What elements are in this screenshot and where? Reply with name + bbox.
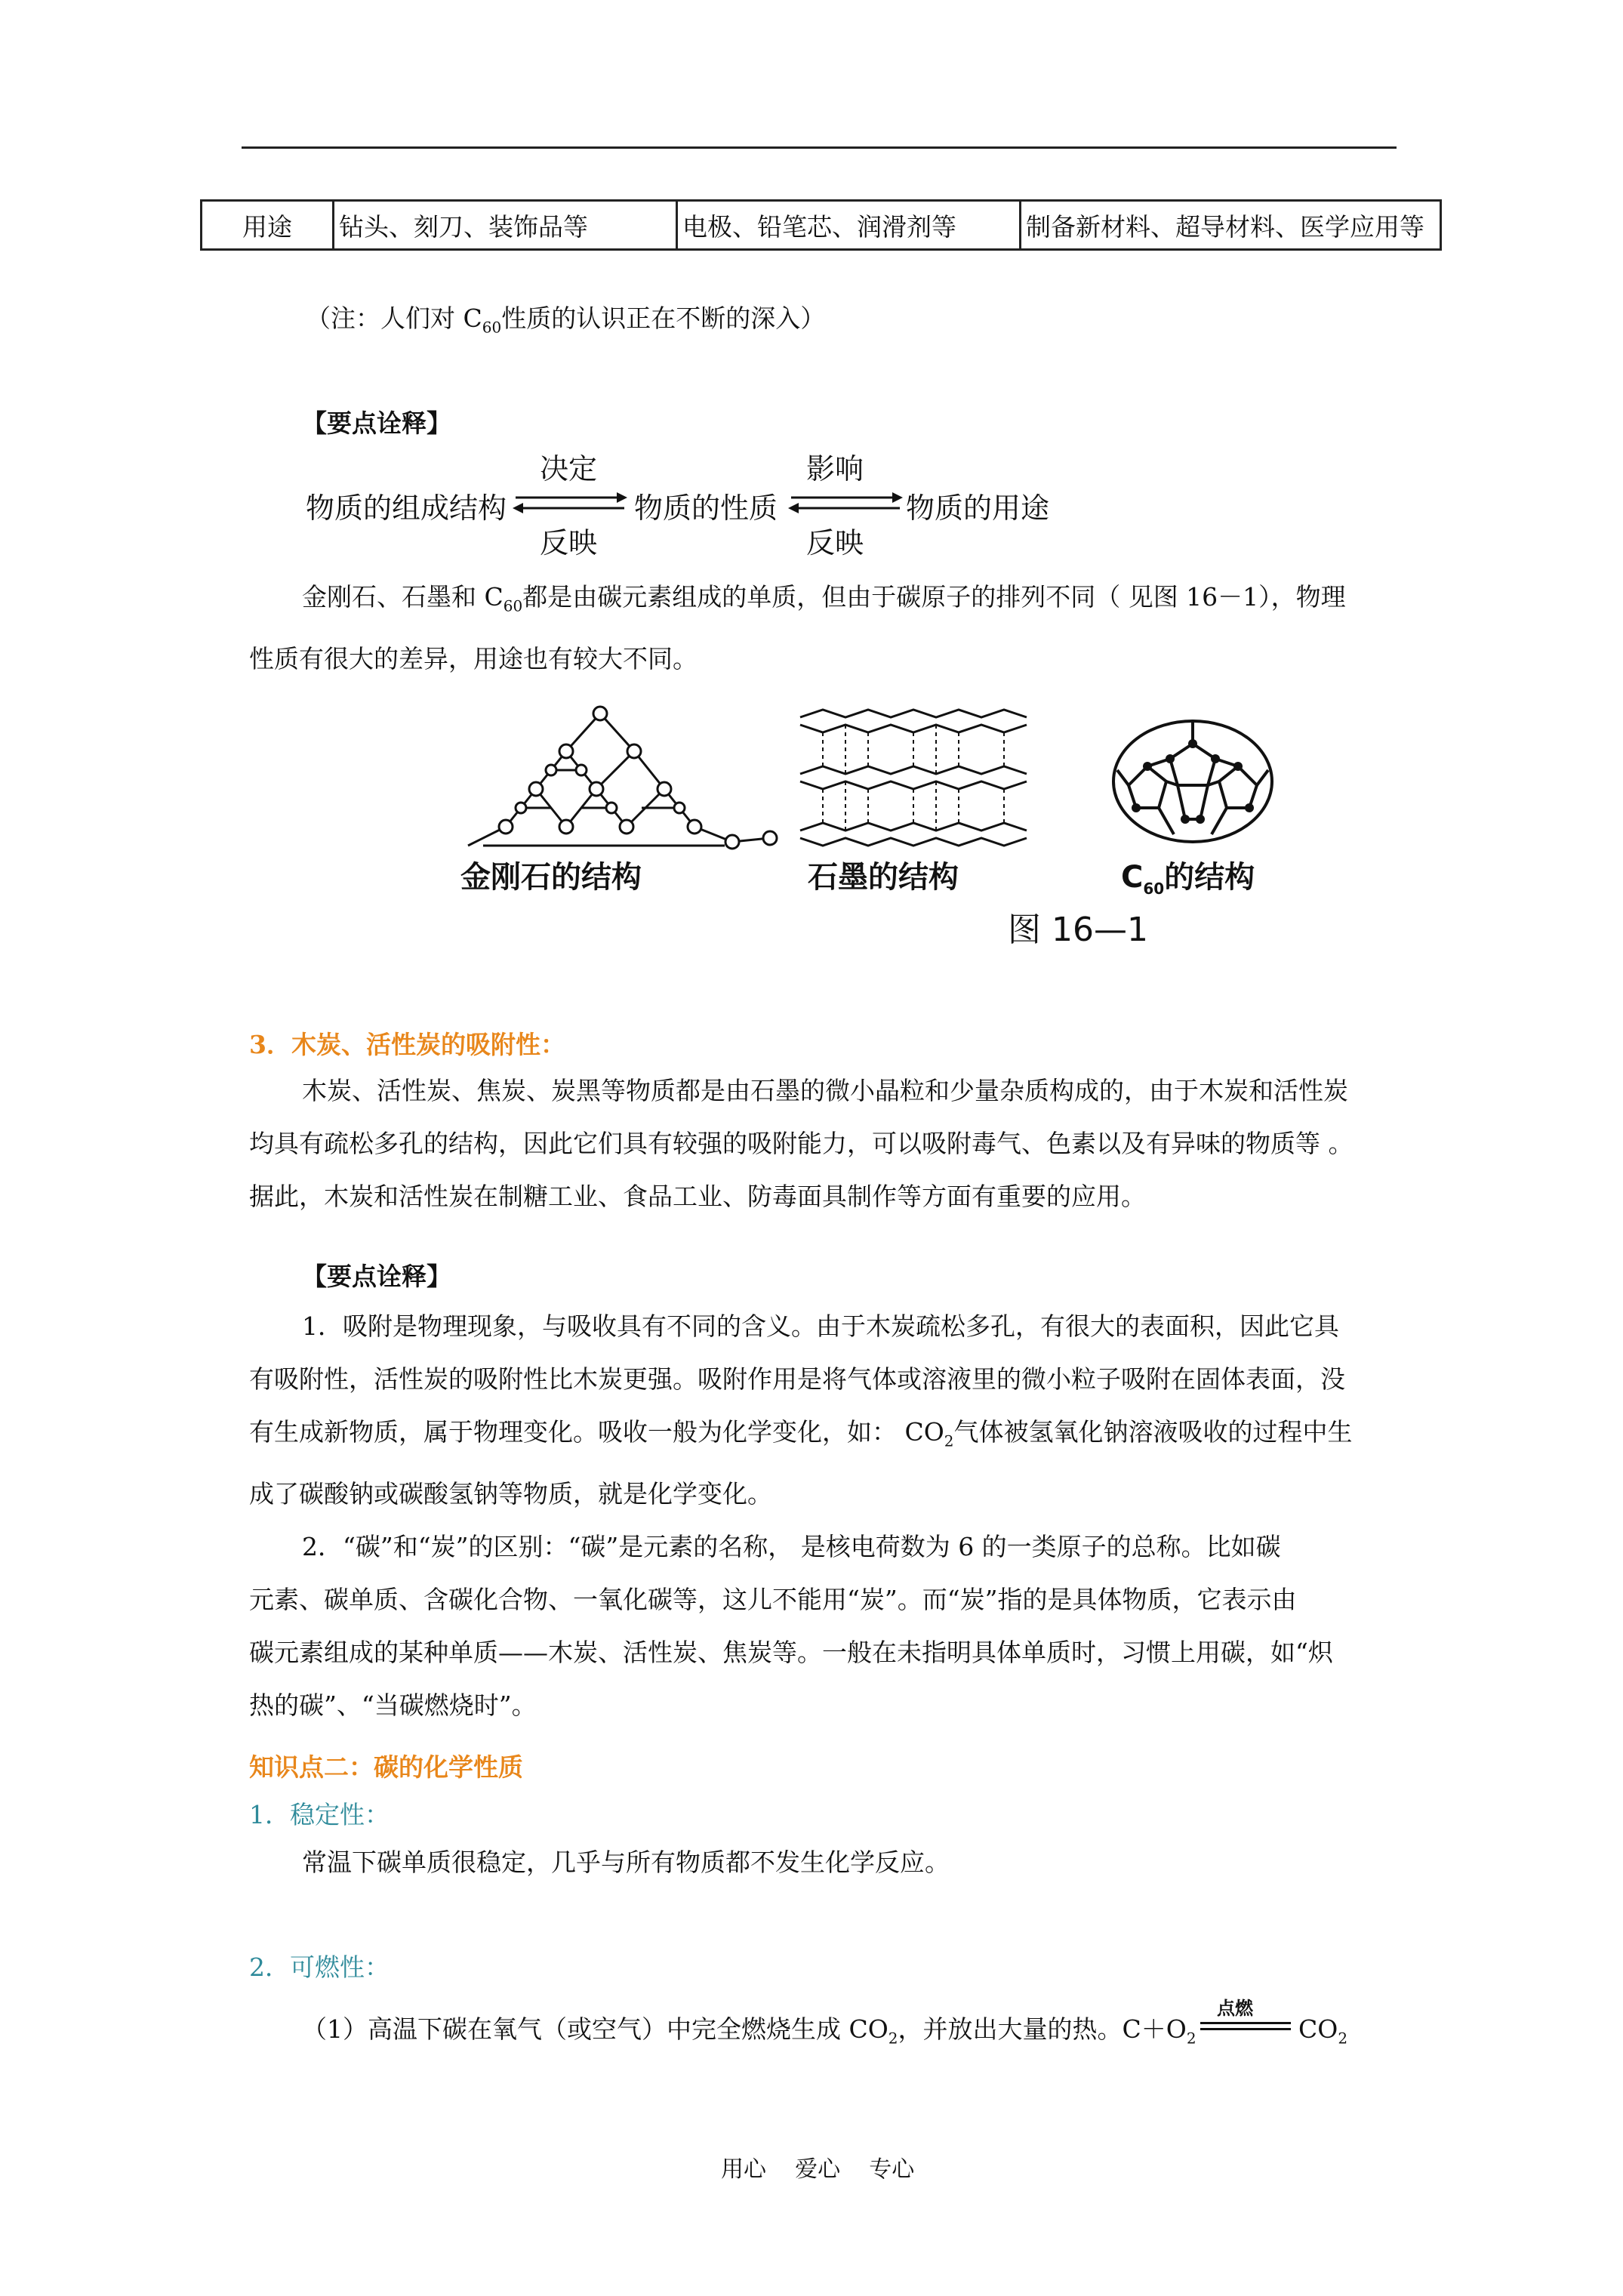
double-arrow-icon (785, 489, 906, 516)
knowledge2-title: 知识点二：碳的化学性质 (249, 1752, 523, 1782)
para-subscript: 2 (944, 1432, 954, 1450)
equals-line (1200, 2022, 1291, 2024)
para-text: 气体被氢氧化钠溶液吸收的过程中生 (953, 1417, 1353, 1447)
para-text: 木炭、活性炭、焦炭、炭黑等物质都是由石墨的微小晶粒和少量杂质构成的，由于木炭和活性炭 (302, 1076, 1348, 1105)
carbon-structure-figure (438, 691, 1344, 948)
keypoint-title: 【要点诠释】 (302, 1262, 451, 1291)
para-text: 均具有疏松多孔的结构，因此它们具有较强的吸附能力，可以吸附毒气、色素以及有异味的物质等 。 (249, 1129, 1354, 1158)
para-text: 1．吸附是物理现象，与吸收具有不同的含义。由于木炭疏松多孔，有很大的表面积，因此它具 (302, 1311, 1339, 1341)
page-footer: 用心 爱心 专心 (721, 2156, 915, 2183)
stability-text: 常温下碳单质很稳定，几乎与所有物质都不发生化学反应。 (302, 1848, 950, 1877)
caption-c60-text: C (1121, 860, 1144, 895)
caption-diamond: 金刚石的结构 (460, 860, 642, 895)
reaction-condition (1200, 1993, 1295, 2046)
section3-paragraph (249, 1065, 1354, 1223)
combustion-subscript: 2 (888, 2029, 898, 2048)
caption-c60-subscript: 60 (1143, 880, 1165, 898)
relation-arrow2-top: 影响 (806, 452, 864, 485)
figure-label: 图 16—1 (1008, 911, 1148, 949)
header-rule (242, 146, 1397, 149)
relation-arrow1-top: 决定 (540, 452, 598, 485)
section3-title: 3．木炭、活性炭的吸附性： (249, 1030, 565, 1059)
product-text: CO (1298, 2014, 1338, 2044)
combustion-text: （1）高温下碳在氧气（或空气）中完全燃烧生成 CO (302, 2014, 888, 2044)
para-text: 有吸附性，活性炭的吸附性比木炭更强。吸附作用是将气体或溶液里的微小粒子吸附在固体表面，没 (249, 1364, 1345, 1394)
para-text: 金刚石、石墨和 C (302, 582, 504, 612)
note-text-end: 性质的认识正在不断的深入） (501, 304, 826, 333)
condition-label: 点燃 (1217, 1998, 1253, 2019)
para-text: 元素、碳单质、含碳化合物、一氧化碳等，这儿不能用“炭”。而“炭”指的是具体物质，它表示由 (249, 1584, 1297, 1614)
para-text: 都是由碳元素组成的单质，但由于碳原子的排列不同（ 见图 16－1），物理 (522, 582, 1346, 612)
para-text: 热的碳”、“当碳燃烧时”。 (249, 1690, 537, 1720)
para-text: 碳元素组成的某种单质——木炭、活性炭、焦炭等。一般在未指明具体单质时，习惯上用碳，如“炽 (249, 1637, 1333, 1667)
table-row (202, 201, 1441, 250)
para-subscript: 60 (503, 596, 523, 615)
relation-term-structure: 物质的组成结构 (306, 492, 507, 525)
combustibility-title: 2．可燃性： (249, 1952, 390, 1982)
para-text: 性质有很大的差异，用途也有较大不同。 (249, 643, 698, 673)
note-line (306, 304, 825, 343)
c60-usage-cell: 制备新材料、超导材料、医学应用等 (1021, 201, 1441, 250)
usage-table (200, 199, 1442, 251)
diamond-structure-image (438, 691, 793, 864)
note-text: （注：人们对 C (306, 304, 482, 333)
relation-arrow1-bottom: 反映 (540, 526, 598, 559)
para-text: 成了碳酸钠或碳酸氢钠等物质，就是化学变化。 (249, 1478, 772, 1509)
structure-paragraph (249, 571, 1346, 686)
para-text: 2．“碳”和“炭”的区别：“碳”是元素的名称， 是核电荷数为 6 的一类原子的总称。比如碳 (302, 1531, 1281, 1561)
graphite-usage-cell: 电极、铅笔芯、润滑剂等 (677, 201, 1021, 250)
para-text: 据此，木炭和活性炭在制糖工业、食品工业、防毒面具制作等方面有重要的应用。 (249, 1182, 1146, 1211)
usage-label-cell: 用途 (202, 201, 334, 250)
combustion-line (302, 2014, 1196, 2054)
stability-title: 1．稳定性： (249, 1800, 390, 1829)
diamond-usage-cell: 钻头、刻刀、装饰品等 (334, 201, 677, 250)
para-text: 有生成新物质，属于物理变化。吸收一般为化学变化，如： CO (249, 1417, 944, 1447)
relation-term-property: 物质的性质 (634, 492, 778, 525)
equals-line (1200, 2028, 1291, 2030)
note-subscript: 60 (482, 318, 502, 337)
double-arrow-icon (510, 489, 630, 516)
caption-graphite: 石墨的结构 (808, 860, 959, 895)
relation-term-use: 物质的用途 (906, 492, 1050, 525)
reaction-product (1298, 2014, 1347, 2054)
relation-arrow2-bottom: 反映 (806, 526, 864, 559)
c60-structure-image (1102, 713, 1283, 849)
keypoint-title: 【要点诠释】 (302, 408, 451, 438)
product-subscript: 2 (1338, 2029, 1348, 2048)
combustion-subscript: 2 (1186, 2029, 1196, 2048)
caption-c60-text-end: 的结构 (1164, 860, 1255, 895)
keypoint2-paragraph (249, 1300, 1353, 1732)
relation-diagram (302, 445, 1095, 559)
caption-c60 (1121, 853, 1255, 898)
graphite-structure-image (793, 691, 1049, 864)
combustion-text: ，并放出大量的热。C＋O (898, 2014, 1187, 2044)
